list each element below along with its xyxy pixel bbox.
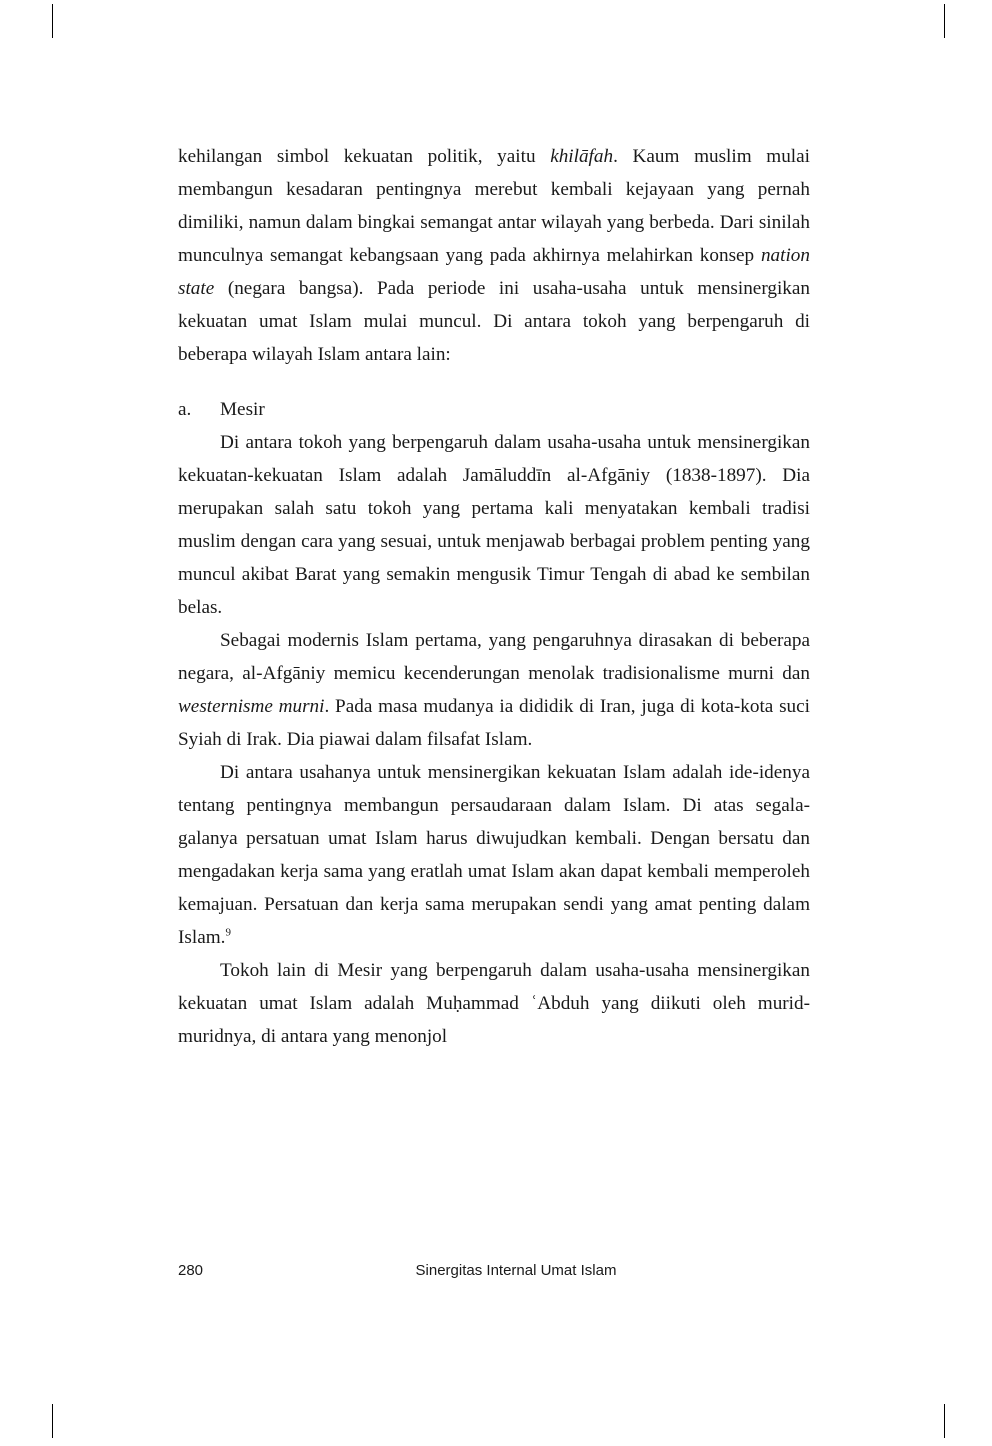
text-run: Di antara usahanya untuk mensinergikan kekuatan Islam adalah ide-idenya tentang pentingnya membangun persaudaraan dalam Islam. Di atas segala-galanya persatuan umat Islam harus diwujudkan kembali. Dengan bersatu dan mengadakan kerja sama yang eratlah umat Islam akan dapat kembali memperoleh kemajuan. Persatuan dan kerja sama merupakan sendi yang amat penting dalam Islam. [178,762,810,949]
body-paragraph [178,954,810,1053]
italic-phrase: westernisme murni [178,696,325,718]
list-block-mesir [178,393,810,1053]
page-number: 280 [178,1262,204,1279]
page-content [178,140,810,1053]
list-item-label: Mesir [220,399,265,421]
body-paragraph [178,426,810,624]
text-run: kehilangan simbol kekuatan politik, yaitu [178,146,551,167]
italic-phrase: nation state [178,245,810,300]
text-run: (negara bangsa). Pada periode ini usaha-usaha untuk mensinergikan kekuatan umat Islam mulai muncul. Di antara tokoh yang berpengaruh di beberapa wilayah Islam antara lain: [178,278,810,366]
crop-mark-bottom-left [52,1404,53,1438]
footnote-marker: 9 [225,926,231,939]
crop-mark-bottom-right [944,1404,945,1438]
text-run: Di antara tokoh yang berpengaruh dalam usaha-usaha untuk mensinergikan kekuatan-kekuatan Islam adalah Jamāluddīn al-Afgāniy (1838-1897). Dia merupakan salah satu tokoh yang pertama kali menyatakan kembali tradisi muslim dengan cara yang sesuai, untuk menjawab berbagai problem penting yang muncul akibat Barat yang semakin mengusik Timur Tengah di abad ke sembilan belas. [178,432,810,619]
list-item [178,393,810,426]
text-run: Sebagai modernis Islam pertama, yang pengaruhnya dirasakan di beberapa negara, al-Afgāniy memicu kecenderungan menolak tradisionalisme murni dan [178,630,810,685]
text-run: . Kaum muslim mulai membangun kesadaran pentingnya merebut kembali kejayaan yang pernah dimiliki, namun dalam bingkai semangat antar wilayah yang berbeda. Dari sinilah munculnya semangat kebangsaan yang pada akhirnya melahirkan konsep [178,146,810,267]
crop-mark-top-right [944,4,945,38]
text-run: Tokoh lain di Mesir yang berpengaruh dalam usaha-usaha mensinergikan kekuatan umat Islam adalah Muḥammad ʿAbduh yang diikuti oleh murid-muridnya, di antara yang menonjol [178,960,810,1048]
body-paragraph [178,624,810,756]
crop-mark-top-left [52,4,53,38]
running-title: Sinergitas Internal Umat Islam [415,1262,617,1279]
paragraph-spacer [178,371,810,393]
text-run: . Pada masa mudanya ia dididik di Iran, juga di kota-kota suci Syiah di Irak. Dia piawai dalam filsafat Islam. [178,696,810,751]
italic-phrase: khilāfah [550,146,614,167]
body-paragraph [178,140,810,371]
list-marker: a. [178,399,192,421]
body-paragraph [178,756,810,954]
